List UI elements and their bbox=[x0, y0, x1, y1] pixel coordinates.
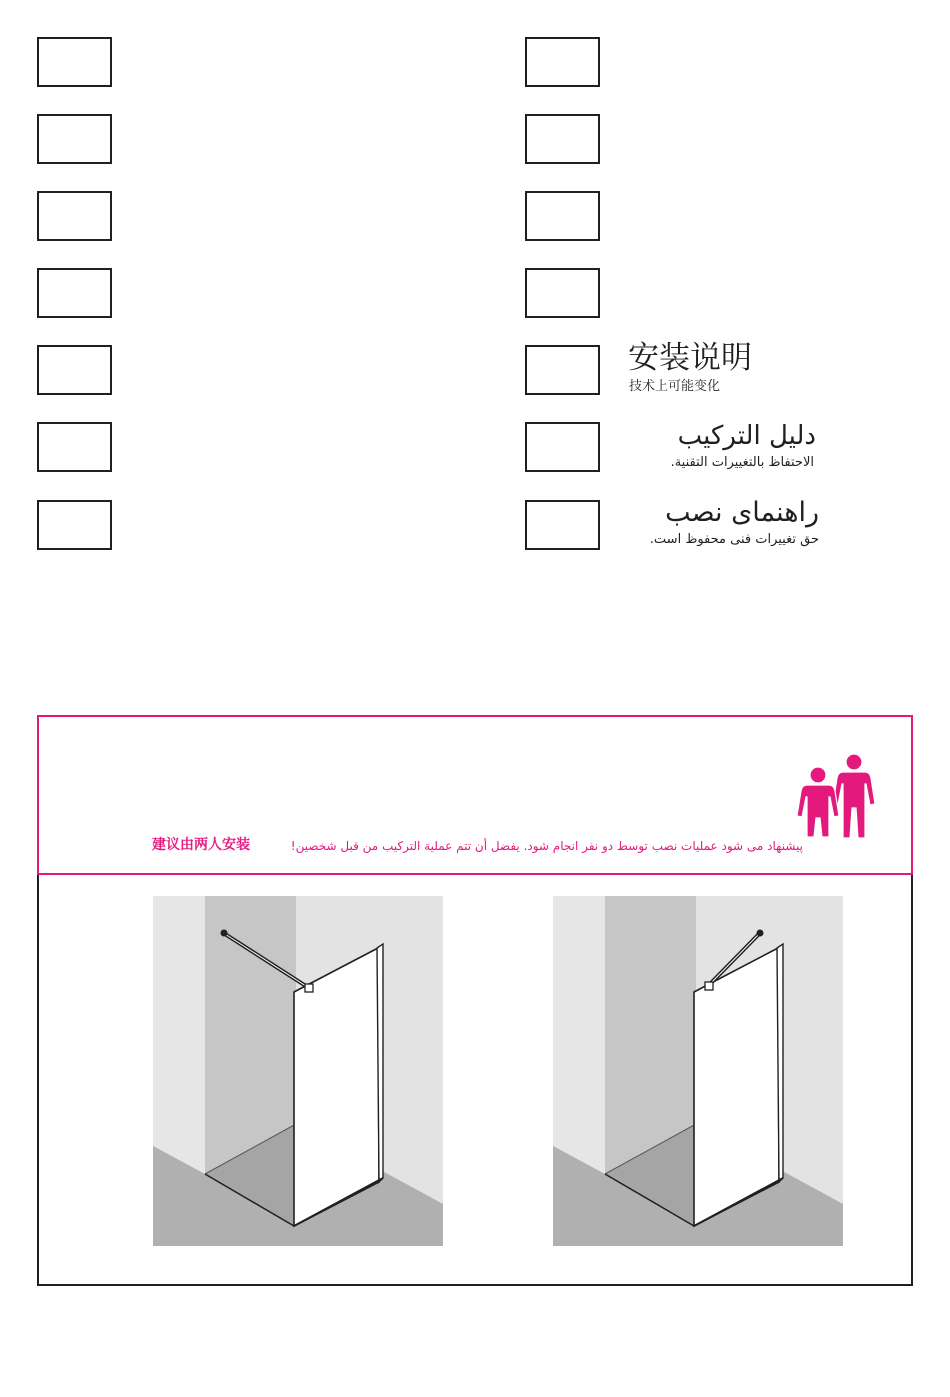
two-person-notice-fa-ar: پیشنهاد می شود عملیات نصب توسط دو نفر انجام شود. يفضل أن تتم عملية التركيب من قبل شخصين! bbox=[290, 839, 803, 853]
language-box-right-2 bbox=[525, 114, 600, 164]
technical-changes-note-zh: 技术上可能变化 bbox=[629, 379, 721, 394]
language-box-left-6 bbox=[37, 422, 112, 472]
installation-title-fa: راهنمای نصب bbox=[665, 497, 819, 528]
installation-title-zh: 安装说明 bbox=[628, 340, 752, 376]
language-box-right-5 bbox=[525, 345, 600, 395]
language-box-left-7 bbox=[37, 500, 112, 550]
language-box-right-1 bbox=[525, 37, 600, 87]
technical-changes-note-ar: الاحتفاظ بالتغييرات التقنية. bbox=[670, 455, 814, 470]
installation-title-ar: دليل التركيب bbox=[677, 421, 816, 451]
language-box-right-6 bbox=[525, 422, 600, 472]
wall-mounted-glass-panel-with-wall-strut bbox=[153, 896, 443, 1246]
technical-changes-note-fa: حق تغییرات فنی محفوظ است. bbox=[649, 532, 819, 547]
language-box-left-3 bbox=[37, 191, 112, 241]
language-box-right-4 bbox=[525, 268, 600, 318]
language-box-right-7 bbox=[525, 500, 600, 550]
language-box-left-4 bbox=[37, 268, 112, 318]
wall-mounted-glass-panel-with-ceiling-strut bbox=[553, 896, 843, 1246]
language-box-left-1 bbox=[37, 37, 112, 87]
two-persons-icon bbox=[796, 752, 880, 840]
two-person-notice-zh: 建议由两人安装 bbox=[152, 837, 250, 853]
language-box-left-2 bbox=[37, 114, 112, 164]
language-box-right-3 bbox=[525, 191, 600, 241]
language-box-left-5 bbox=[37, 345, 112, 395]
